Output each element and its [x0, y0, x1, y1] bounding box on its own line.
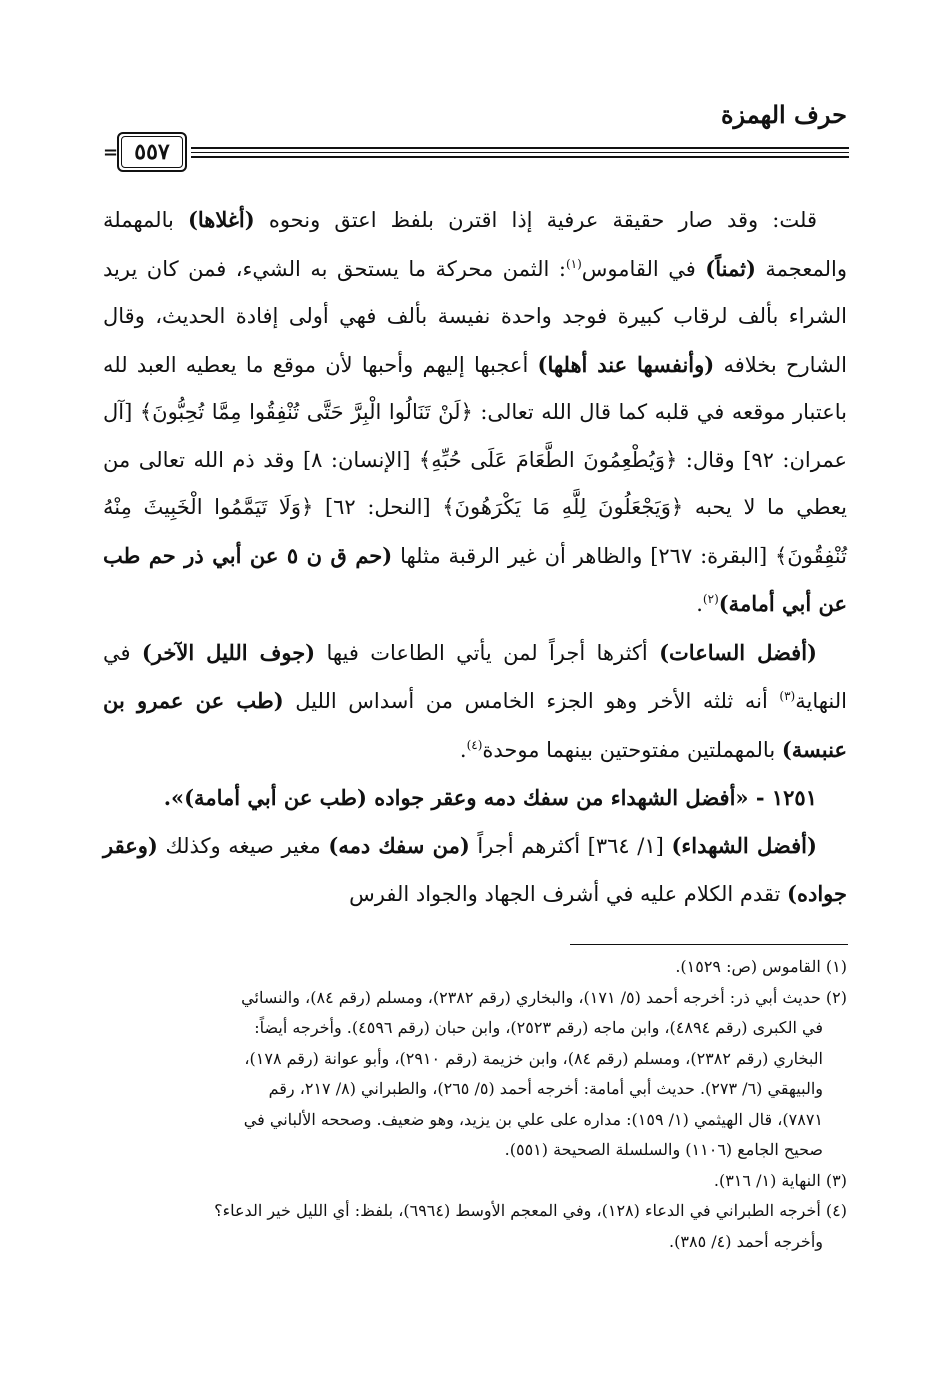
text-run: .: [696, 592, 703, 616]
footnote-ref: (٢): [702, 592, 719, 606]
footnote-ref: (١): [565, 256, 582, 271]
bold-term: (وعقر جواده): [103, 832, 847, 906]
hadith-heading: ١٢٥١ - «أفضل الشهداء من سفك دمه وعقر جواده (طب عن أبي أمامة)».: [163, 785, 817, 810]
text-run: تقدم الكلام عليه في أشرف الجهاد والجواد الفرس: [349, 882, 781, 906]
footnote-line: (١) القاموس (ص: ١٥٢٩).: [675, 957, 847, 976]
text-run: في القاموس: [581, 256, 696, 281]
footnote-line: والبيهقي (٦/ ٢٧٣). حديث أبي أمامة: أخرجه أحمد (٥/ ٢٦٥)، والطبراني (٨/ ٢١٧، رقم: [268, 1079, 823, 1098]
footnotes: [103, 952, 847, 1257]
text-run: مغير صيغه وكذلك: [165, 833, 321, 858]
source-citation: (حم ق ن ٥ عن أبي ذر حم طب عن أبي أمامة): [103, 542, 847, 616]
footnote-line: (٤) أخرجه الطبراني في الدعاء (١٢٨)، وفي المعجم الأوسط (٦٩٦٤)، بلفظ: أي الليل خير الدعاء؟: [214, 1201, 847, 1220]
text-run: قلت: وقد صار حقيقة عرفية إذا اقترن بلفظ اعتق ونحوه: [268, 208, 817, 232]
bold-term: (جوف الليل الآخر): [141, 639, 316, 665]
footnote-line: في الكبرى (رقم ٤٨٩٤)، وابن ماجه (رقم ٢٥٢٣)، وابن حبان (رقم ٤٥٩٦). وأخرجه أيضاً:: [254, 1018, 823, 1037]
text-run: .: [459, 737, 467, 762]
footnote-separator: [570, 944, 848, 945]
text-run: : الثمن محركة ما يستحق به الشيء، فمن كان يريد الشراء بألف لرقاب كبيرة فوجد واحدة نفيسة بألف فهي أولى إفادة الحديث، وقال الشارح بخلافه: [103, 256, 847, 377]
paragraph-commentary: [103, 822, 847, 919]
bold-term: (وأنفسها عند أهلها): [537, 351, 715, 377]
footnote-line: (٢) حديث أبي ذر: أخرجه أحمد (٥/ ١٧١)، والبخاري (رقم ٢٣٨٢)، ومسلم (رقم ٨٤)، والنسائي: [241, 987, 847, 1007]
text-run: بالمهملتين مفتوحتين بينهما موحدة: [482, 737, 776, 762]
page-number-frame: [117, 132, 187, 172]
bold-term: (أفضل الساعات): [659, 639, 817, 665]
text-run: بالمهملة والمعجمة: [103, 208, 847, 281]
footnote-line: صحيح الجامع (١١٠٦) والسلسلة الصحيحة (٥٥١).: [504, 1140, 823, 1159]
page-number: ٥٥٧: [121, 136, 183, 168]
paragraph-commentary: [103, 629, 847, 775]
text-run: [١/ ٣٦٤] أكثرهم أجراً: [477, 833, 664, 858]
paragraph-commentary: [103, 196, 847, 629]
rule-line: [191, 147, 849, 149]
header-rule: [103, 130, 849, 174]
source-citation: (طب عن عمرو بن عنبسة): [103, 688, 847, 762]
rule-line: [191, 152, 849, 153]
text-run: أنه ثلثه الأخر وهو الجزء الخامس من أسداس الليل: [295, 689, 768, 713]
bold-term: (أغلاها): [187, 207, 255, 232]
bold-term: (أفضل الشهداء): [671, 832, 817, 858]
footnote-line: البخاري (رقم ٢٣٨٢)، ومسلم (رقم ٨٤)، وابن خزيمة (رقم ٢٩١٠)، وأبو عوانة (رقم ١٧٨)،: [244, 1048, 823, 1068]
footnote-line: ٧٨٧١)، قال الهيثمي (١/ ١٥٩): مداره على علي بن يزيد، وهو ضعيف. وصححه الألباني في: [243, 1109, 823, 1129]
text-run: أعجبها إليهم وأحبها لأن موقع ما يعطيه العبد لله باعتبار موقعه في قلبه كما قال الله تعالى: ﴿لَنْ تَنَالُوا الْبِرَّ حَتَّى تُنْفِقُوا مِمَّا تُحِبُّونَ﴾ [آل عمران: ٩٢] وقال: ﴿وَيُطْعِمُونَ الطَّعَامَ عَلَى حُبِّهِ﴾ [الإنسان: ٨] وقد ذم الله تعالى من يعطي ما لا يحبه ﴿وَيَجْعَلُونَ لِلَّهِ مَا يَكْرَهُونَ﴾ [النحل: ٦٢] ﴿وَلَا تَيَمَّمُوا الْخَبِيثَ مِنْهُ تُنْفِقُونَ﴾ [البقرة: ٢٦٧] والظاهر أن غير الرقبة مثلها: [103, 352, 848, 568]
bold-term: (من سفك دمه): [328, 832, 470, 858]
running-title: حرف الهمزة: [720, 100, 847, 129]
text-run: أكثرها أجراً لمن يأتي الطاعات فيها: [326, 640, 648, 665]
footnote-line: (٣) النهاية (١/ ٣١٦).: [713, 1170, 847, 1190]
main-text: [103, 196, 847, 919]
rule-end-mark: =: [103, 142, 119, 163]
bold-term: (ثمناً): [705, 255, 756, 281]
footnote-ref: (٣): [779, 689, 796, 703]
rule-line: [191, 156, 849, 158]
text-run: في النهاية: [103, 640, 847, 713]
footnote-ref: (٤): [466, 737, 483, 752]
footnote-line: وأخرجه أحمد (٤/ ٣٨٥).: [669, 1231, 823, 1251]
